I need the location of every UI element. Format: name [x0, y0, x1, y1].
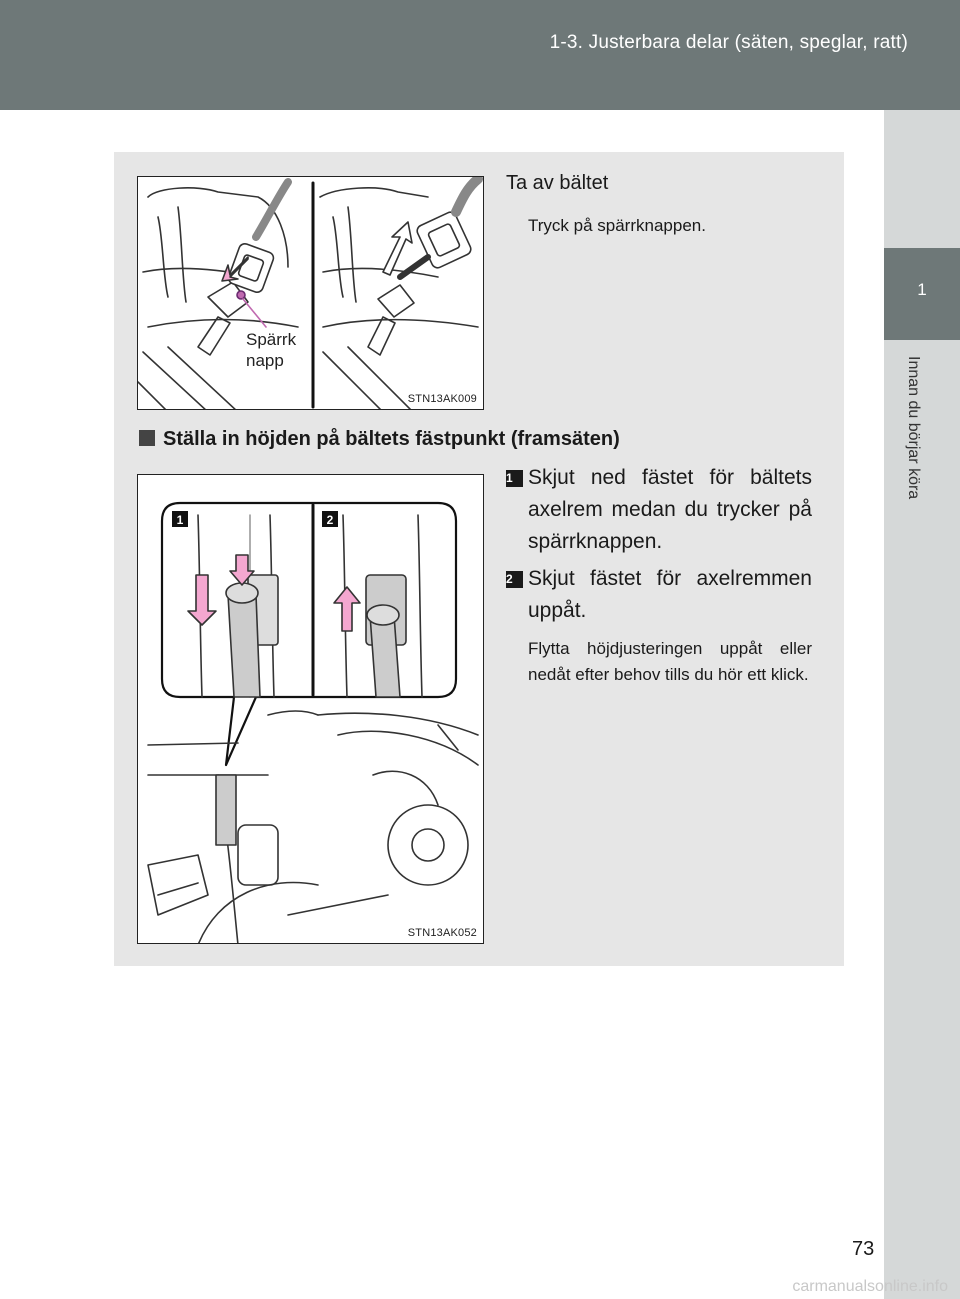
step-text: Skjut fästet för axelremmen uppåt.: [528, 567, 812, 622]
page-number: 73: [852, 1238, 875, 1260]
badge-2: 2: [326, 513, 334, 527]
seatbelt-release-illustration: [137, 176, 484, 410]
step-1: [506, 462, 812, 558]
step-number-badge: 2: [506, 571, 523, 588]
anchor-height-illustration: [137, 474, 484, 944]
badge-1: 1: [176, 513, 184, 527]
side-tab-body: [884, 340, 960, 1299]
step-number-badge: 1: [506, 470, 523, 487]
page-header: [0, 0, 960, 110]
watermark: carmanualsonline.info: [792, 1278, 948, 1295]
step-2: [506, 563, 812, 627]
side-tab-top: [884, 110, 960, 248]
header-title: 1-3. Justerbara delar (säten, speglar, ratt): [549, 32, 908, 53]
remove-belt-heading: Ta av bältet: [506, 172, 609, 194]
chapter-number-tab[interactable]: 1: [884, 248, 960, 340]
adjustment-note: Flytta höjdjusteringen uppåt eller nedåt efter behov tills du hör ett klick.: [528, 639, 812, 684]
remove-belt-text: Tryck på spärrknappen.: [528, 216, 706, 235]
bullet-square-icon: [139, 430, 155, 446]
section-heading: Ställa in höjden på bältets fästpunkt (framsäten): [139, 428, 620, 451]
step-text: Skjut ned fästet för bältets axelrem medan du trycker på spärrknappen.: [528, 466, 812, 553]
release-button-label: Spärrk napp: [246, 330, 297, 370]
figure-code: STN13AK009: [407, 393, 477, 405]
figure-code: STN13AK052: [407, 927, 477, 939]
chapter-title: Innan du börjar köra: [905, 356, 922, 500]
